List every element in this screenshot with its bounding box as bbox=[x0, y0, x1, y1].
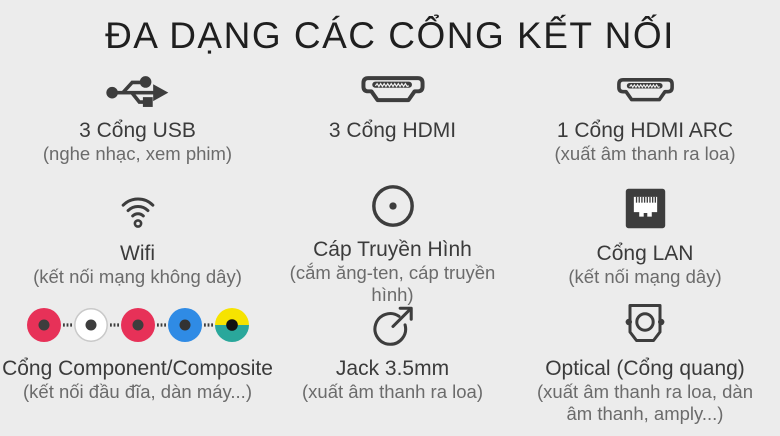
port-subtitle: (xuất âm thanh ra loa) bbox=[302, 381, 483, 402]
hdmi-icon bbox=[360, 70, 426, 110]
port-label: Optical (Cổng quang) bbox=[545, 357, 745, 380]
port-subtitle: (kết nối mạng dây) bbox=[568, 266, 722, 287]
port-label: 3 Cổng USB bbox=[79, 119, 196, 142]
port-subtitle: (cắm ăng-ten, cáp truyền hình) bbox=[289, 262, 496, 305]
port-label: Wifi bbox=[120, 242, 155, 265]
jack-35mm-icon bbox=[370, 301, 416, 349]
port-subtitle: (xuất âm thanh ra loa, dàn âm thanh, amply...) bbox=[537, 381, 753, 424]
port-subtitle: (kết nối mạng không dây) bbox=[33, 266, 242, 287]
port-item-antenna bbox=[275, 183, 510, 305]
port-label: Cổng LAN bbox=[596, 242, 694, 265]
wifi-icon bbox=[114, 183, 162, 233]
port-label: Jack 3.5mm bbox=[335, 357, 450, 380]
port-subtitle: (nghe nhạc, xem phim) bbox=[42, 143, 233, 164]
port-item-hdmi-arc bbox=[510, 70, 780, 183]
port-item-hdmi bbox=[275, 70, 510, 183]
lan-port-icon bbox=[624, 183, 667, 233]
hdmi-arc-icon bbox=[616, 70, 675, 110]
port-label: 3 Cổng HDMI bbox=[328, 119, 457, 142]
port-item-jack bbox=[275, 301, 510, 436]
port-item-lan bbox=[510, 183, 780, 301]
port-item-usb bbox=[0, 70, 275, 183]
port-subtitle: (kết nối đầu đĩa, dàn máy...) bbox=[23, 381, 252, 402]
port-subtitle: (xuất âm thanh ra loa) bbox=[554, 143, 736, 164]
port-label: 1 Cổng HDMI ARC bbox=[556, 119, 734, 142]
port-item-optical bbox=[510, 301, 780, 436]
port-item-wifi bbox=[0, 183, 275, 301]
optical-icon bbox=[622, 301, 668, 349]
port-label: Cổng Component/Composite bbox=[2, 357, 273, 380]
page-title: ĐA DẠNG CÁC CỔNG KẾT NỐI bbox=[105, 15, 675, 56]
port-item-component bbox=[0, 301, 275, 436]
usb-icon bbox=[105, 70, 171, 110]
header bbox=[0, 0, 780, 70]
port-label: Cáp Truyền Hình bbox=[313, 238, 472, 261]
component-composite-icon bbox=[26, 301, 250, 349]
antenna-cable-icon bbox=[370, 183, 416, 229]
ports-grid bbox=[0, 70, 780, 436]
